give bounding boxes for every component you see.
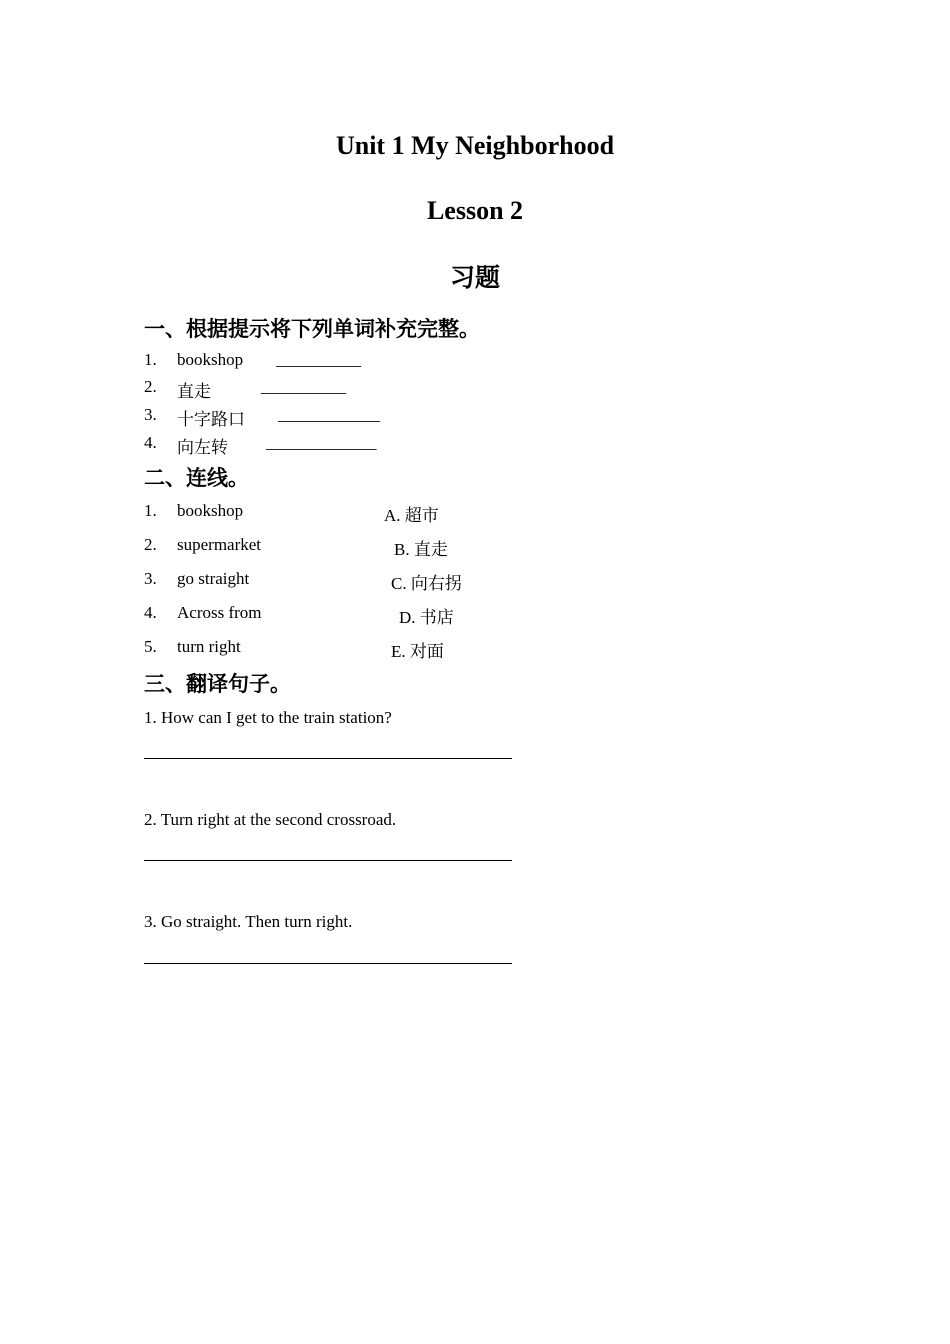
section1-heading: 一、根据提示将下列单词补充完整。 bbox=[144, 317, 480, 341]
item-prompt: 十字路口 bbox=[177, 410, 245, 429]
answer-blank[interactable]: __________ bbox=[261, 377, 346, 396]
match-option: A. 超市 bbox=[384, 506, 439, 525]
match-option: B. 直走 bbox=[394, 540, 448, 559]
item-prompt: bookshop bbox=[177, 350, 244, 369]
match-term: supermarket bbox=[177, 535, 262, 554]
unit-title: Unit 1 My Neighborhood bbox=[335, 131, 615, 160]
answer-line[interactable] bbox=[144, 963, 512, 964]
item-number: 3. bbox=[144, 405, 157, 424]
exercise-title: 习题 bbox=[449, 263, 500, 292]
match-term: Across from bbox=[177, 603, 262, 622]
item-number: 1. bbox=[144, 350, 157, 369]
item-prompt: 向左转 bbox=[177, 438, 228, 457]
match-term: bookshop bbox=[177, 501, 244, 520]
item-number: 1. bbox=[144, 501, 157, 520]
item-number: 4. bbox=[144, 433, 157, 452]
answer-line[interactable] bbox=[144, 860, 512, 861]
section3-heading: 三、翻译句子。 bbox=[144, 672, 291, 696]
item-number: 4. bbox=[144, 603, 157, 622]
answer-blank[interactable]: _____________ bbox=[266, 433, 377, 452]
match-option: C. 向右拐 bbox=[391, 574, 462, 593]
translate-sentence: 2. Turn right at the second crossroad. bbox=[144, 810, 397, 829]
translate-sentence: 3. Go straight. Then turn right. bbox=[144, 912, 353, 931]
match-term: turn right bbox=[177, 637, 241, 656]
item-number: 2. bbox=[144, 377, 157, 396]
item-prompt: 直走 bbox=[177, 382, 211, 401]
section2-heading: 二、连线。 bbox=[144, 466, 249, 490]
item-number: 3. bbox=[144, 569, 157, 588]
answer-line[interactable] bbox=[144, 758, 512, 759]
match-term: go straight bbox=[177, 569, 250, 588]
lesson-title: Lesson 2 bbox=[426, 196, 524, 225]
translate-sentence: 1. How can I get to the train station? bbox=[144, 708, 392, 727]
item-number: 2. bbox=[144, 535, 157, 554]
item-number: 5. bbox=[144, 637, 157, 656]
match-option: E. 对面 bbox=[391, 642, 444, 661]
answer-blank[interactable]: ____________ bbox=[278, 405, 380, 424]
match-option: D. 书店 bbox=[399, 608, 454, 627]
answer-blank[interactable]: __________ bbox=[276, 350, 361, 369]
